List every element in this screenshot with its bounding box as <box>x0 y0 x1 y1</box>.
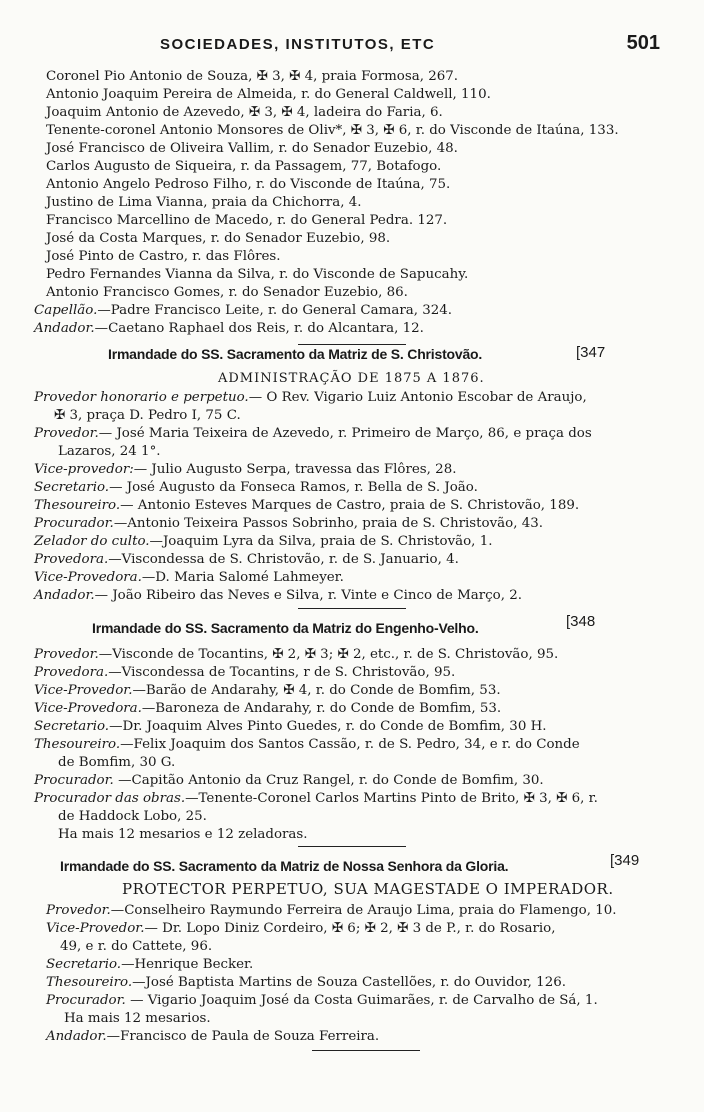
member-line: Coronel Pio Antonio de Souza, ✠ 3, ✠ 4, praia Formosa, 267. <box>46 69 459 84</box>
entry-line: Thesoureiro.—José Baptista Martins de Souza Castellões, r. do Ouvidor, 126. <box>46 975 567 990</box>
member-line: Joaquim Antonio de Azevedo, ✠ 3, ✠ 4, ladeira do Faria, 6. <box>46 105 443 120</box>
member-line: José da Costa Marques, r. do Senador Euzebio, 98. <box>46 231 391 246</box>
role-line: Capellão.—Padre Francisco Leite, r. do General Camara, 324. <box>34 303 453 318</box>
section-number: [348 <box>566 613 596 630</box>
section-number: [347 <box>576 344 606 361</box>
entry-line: 49, e r. do Cattete, 96. <box>60 939 213 954</box>
member-line: Carlos Augusto de Siqueira, r. da Passagem, 77, Botafogo. <box>46 159 442 174</box>
entry-line: Provedor honorario e perpetuo.— O Rev. Vigario Luiz Antonio Escobar de Araujo, <box>34 390 587 405</box>
member-line: José Francisco de Oliveira Vallim, r. do Senador Euzebio, 48. <box>46 141 458 156</box>
member-line: Tenente-coronel Antonio Monsores de Oliv*, ✠ 3, ✠ 6, r. do Visconde de Itaúna, 133. <box>46 123 619 138</box>
entry-line: Procurador. —Capitão Antonio da Cruz Rangel, r. do Conde de Bomfim, 30. <box>34 773 544 788</box>
entry-line: Thesoureiro.—Felix Joaquim dos Santos Cassão, r. de S. Pedro, 34, e r. do Conde <box>34 737 580 752</box>
member-line: Justino de Lima Vianna, praia da Chichorra, 4. <box>46 195 362 210</box>
section-title: Irmandade do SS. Sacramento da Matriz do Engenho-Velho. <box>92 620 479 636</box>
entry-line: Andador.— João Ribeiro das Neves e Silva, r. Vinte e Cinco de Março, 2. <box>34 588 523 603</box>
entry-line: Thesoureiro.— Antonio Esteves Marques de Castro, praia de S. Christovão, 189. <box>34 498 580 513</box>
entry-line: Procurador das obras.—Tenente-Coronel Carlos Martins Pinto de Brito, ✠ 3, ✠ 6, r. <box>34 791 598 806</box>
entry-line: Vice-Provedora.—Baroneza de Andarahy, r. do Conde de Bomfim, 53. <box>34 701 502 716</box>
entry-line: Vice-Provedor.—Barão de Andarahy, ✠ 4, r. do Conde de Bomfim, 53. <box>34 683 501 698</box>
entry-line: Lazaros, 24 1°. <box>58 444 161 459</box>
page-header <box>0 32 704 60</box>
member-line: Francisco Marcellino de Macedo, r. do General Pedra. 127. <box>46 213 448 228</box>
entry-line: Zelador do culto.—Joaquim Lyra da Silva, praia de S. Christovão, 1. <box>34 534 493 549</box>
entry-line: Ha mais 12 mesarios e 12 zeladoras. <box>58 827 308 842</box>
running-title: SOCIEDADES, INSTITUTOS, ETC <box>160 36 436 53</box>
entry-line: Secretario.—Dr. Joaquim Alves Pinto Guedes, r. do Conde de Bomfim, 30 H. <box>34 719 547 734</box>
entry-line: Ha mais 12 mesarios. <box>64 1011 211 1026</box>
entry-line: Provedora.—Viscondessa de S. Christovão, r. de S. Januario, 4. <box>34 552 459 567</box>
entry-line: ✠ 3, praça D. Pedro I, 75 C. <box>54 408 241 423</box>
section-title: Irmandade do SS. Sacramento da Matriz de S. Christovão. <box>108 346 483 362</box>
entry-line: Procurador.—Antonio Teixeira Passos Sobrinho, praia de S. Christovão, 43. <box>34 516 544 531</box>
entry-line: Secretario.—Henrique Becker. <box>46 957 254 972</box>
entry-line: Andador.—Francisco de Paula de Souza Ferreira. <box>46 1029 380 1044</box>
section-divider <box>312 1050 420 1051</box>
entry-line: Procurador. — Vigario Joaquim José da Costa Guimarães, r. de Carvalho de Sá, 1. <box>46 993 598 1008</box>
member-line: Pedro Fernandes Vianna da Silva, r. do Visconde de Sapucahy. <box>46 267 469 282</box>
role-line: Andador.—Caetano Raphael dos Reis, r. do Alcantara, 12. <box>34 321 424 336</box>
entry-line: Vice-Provedor.— Dr. Lopo Diniz Cordeiro, ✠ 6; ✠ 2, ✠ 3 de P., r. do Rosario, <box>46 921 556 936</box>
page-number: 501 <box>626 32 660 54</box>
section-divider <box>298 846 406 847</box>
section-number: [349 <box>610 852 640 869</box>
entry-line: de Haddock Lobo, 25. <box>58 809 207 824</box>
entry-line: Provedor.—Visconde de Tocantins, ✠ 2, ✠ 3; ✠ 2, etc., r. de S. Christovão, 95. <box>34 647 559 662</box>
entry-line: Vice-Provedora.—D. Maria Salomé Lahmeyer. <box>34 570 344 585</box>
entry-line: Provedora.—Viscondessa de Tocantins, r de S. Christovão, 95. <box>34 665 456 680</box>
entry-line: de Bomfim, 30 G. <box>58 755 176 770</box>
member-line: Antonio Angelo Pedroso Filho, r. do Visconde de Itaúna, 75. <box>46 177 451 192</box>
section-divider <box>298 608 406 609</box>
section-subtitle: ADMINISTRAÇÃO DE 1875 A 1876. <box>218 371 485 386</box>
section-subtitle: PROTECTOR PERPETUO, SUA MAGESTADE O IMPERADOR. <box>122 880 614 898</box>
member-line: Antonio Joaquim Pereira de Almeida, r. do General Caldwell, 110. <box>46 87 491 102</box>
entry-line: Vice-provedor:— Julio Augusto Serpa, travessa das Flôres, 28. <box>34 462 457 477</box>
member-line: Antonio Francisco Gomes, r. do Senador Euzebio, 86. <box>46 285 408 300</box>
section-title: Irmandade do SS. Sacramento da Matriz de Nossa Senhora da Gloria. <box>60 858 509 874</box>
section-divider <box>298 344 406 345</box>
entry-line: Secretario.— José Augusto da Fonseca Ramos, r. Bella de S. João. <box>34 480 478 495</box>
entry-line: Provedor.— José Maria Teixeira de Azevedo, r. Primeiro de Março, 86, e praça dos <box>34 426 592 441</box>
entry-line: Provedor.—Conselheiro Raymundo Ferreira de Araujo Lima, praia do Flamengo, 10. <box>46 903 617 918</box>
member-line: José Pinto de Castro, r. das Flôres. <box>46 249 281 264</box>
